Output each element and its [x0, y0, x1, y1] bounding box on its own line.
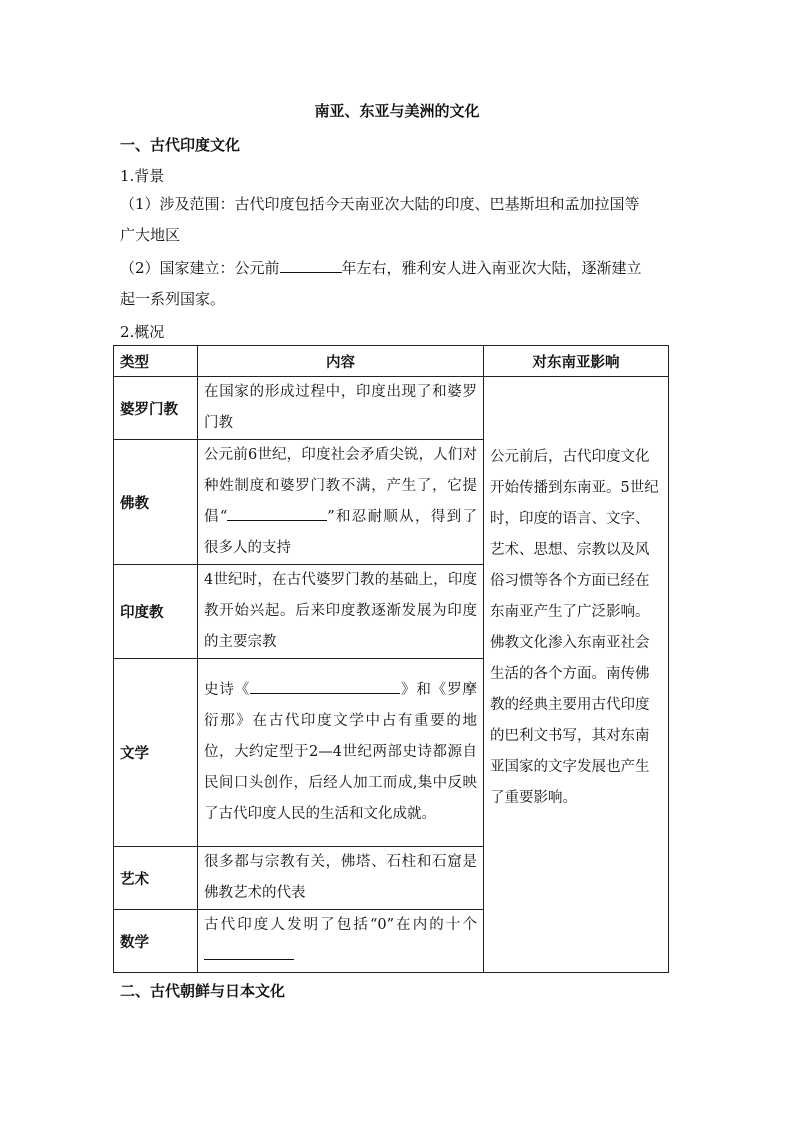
- buddhism-text-post: ”和忍耐顺从，得到了很多人的支持: [204, 509, 477, 556]
- row-type-math: 数学: [114, 910, 198, 973]
- row-type-art: 艺术: [114, 847, 198, 910]
- row-content-brahmanism: 在国家的形成过程中，印度出现了和婆罗门教: [198, 377, 484, 440]
- literature-text-post: 》和《罗摩衍那》在古代印度文学中占有重要的地位，大约定型于2—4世纪两部史诗都源自民间口头创作，后经人加工而成,集中反映了古代印度人民的生活和文化成就。: [204, 682, 477, 822]
- header-impact: 对东南亚影响: [484, 346, 669, 377]
- section-heading-india: 一、古代印度文化: [120, 136, 241, 154]
- overview-table: [113, 345, 669, 973]
- state-text-pre: （2）国家建立：公元前: [120, 259, 280, 277]
- section-heading-korea-japan: 二、古代朝鲜与日本文化: [120, 982, 286, 1000]
- background-item-scope: [120, 189, 680, 251]
- background-item-scope-line1: （1）涉及范围：古代印度包括今天南亚次大陆的印度、巴基斯坦和孟加拉国等: [120, 195, 640, 213]
- fill-blank-buddhism[interactable]: [227, 505, 327, 521]
- header-content: 内容: [198, 346, 484, 377]
- row-type-hinduism: 印度教: [114, 565, 198, 659]
- table-row: [114, 377, 669, 440]
- background-item-state-line2: 起一系列国家。: [120, 290, 226, 308]
- row-content-art: 很多都与宗教有关，佛塔、石柱和石窟是佛教艺术的代表: [198, 847, 484, 910]
- background-item-scope-line2: 广大地区: [120, 226, 181, 244]
- row-content-math: [198, 910, 484, 973]
- table-header-row: [114, 346, 669, 377]
- state-text-post: 年左右，雅利安人进入南亚次大陆，逐渐建立: [341, 259, 642, 277]
- header-type: 类型: [114, 346, 198, 377]
- impact-cell: 公元前后，古代印度文化开始传播到东南亚。5世纪时，印度的语言、文字、艺术、思想、宗教以及风俗习惯等各个方面已经在东南亚产生了广泛影响。佛教文化渗入东南亚社会生活的各个方面。南传佛教的经典主要用古代印度的巴利文书写，其对东南亚国家的文字发展也产生了重要影响。: [484, 377, 669, 973]
- row-type-brahmanism: 婆罗门教: [114, 377, 198, 440]
- row-content-literature: [198, 659, 484, 847]
- row-content-hinduism: 4世纪时，在古代婆罗门教的基础上，印度教开始兴起。后来印度教逐渐发展为印度的主要宗教: [198, 565, 484, 659]
- background-heading: 1.背景: [120, 167, 165, 185]
- fill-blank-math[interactable]: [204, 944, 294, 960]
- row-type-literature: 文学: [114, 659, 198, 847]
- row-type-buddhism: 佛教: [114, 440, 198, 565]
- fill-blank-epic[interactable]: [250, 678, 400, 694]
- page-title: 南亚、东亚与美洲的文化: [314, 102, 480, 120]
- row-content-buddhism: [198, 440, 484, 565]
- background-item-state-line1: [120, 253, 680, 284]
- buddhism-text-pre: 公元前6世纪，印度社会矛盾尖锐，人们对种姓制度和婆罗门教不满，产生了，它提倡“: [204, 447, 477, 525]
- math-text-pre: 古代印度人发明了包括“0”在内的十个: [204, 917, 477, 933]
- background-item-state: [120, 253, 680, 315]
- overview-heading: 2.概况: [120, 323, 165, 341]
- literature-text-pre: 史诗《: [204, 682, 251, 698]
- fill-blank-year[interactable]: [280, 257, 342, 273]
